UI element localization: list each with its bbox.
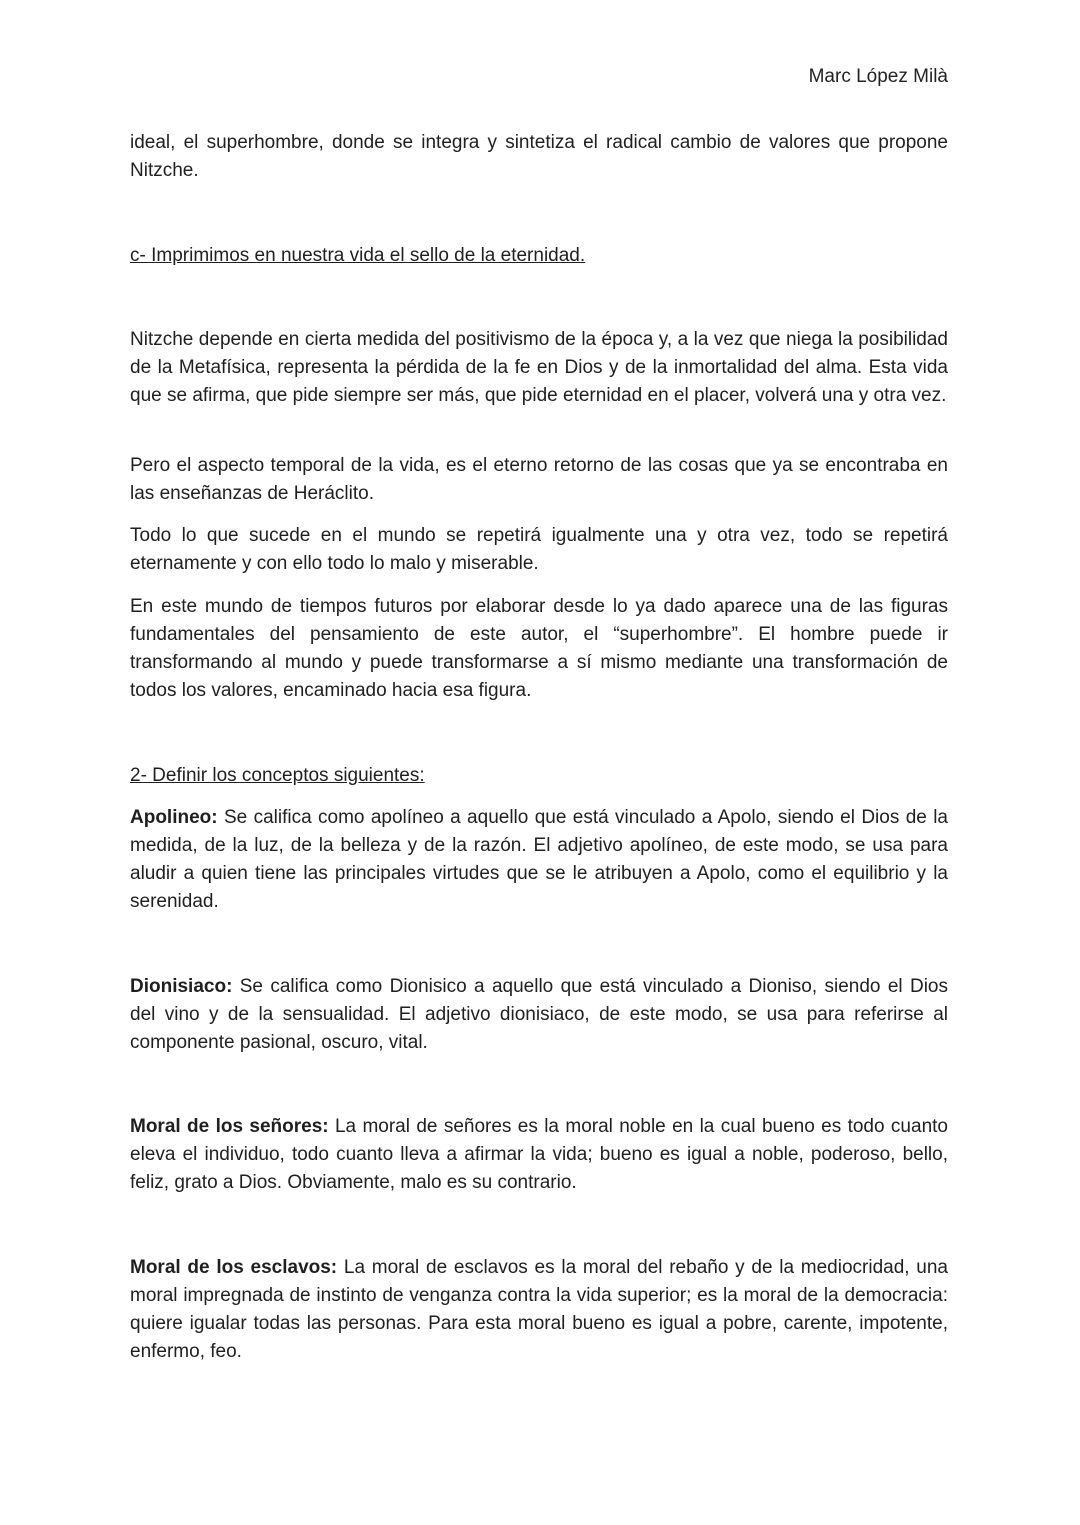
section-c-paragraph-4: En este mundo de tiempos futuros por elaborar desde lo ya dado aparece una de las figuras fundamentales del pensamiento de este autor, el “superhombre”. El hombre puede ir transformando al mundo y puede transformarse a sí mismo mediante una transformación de todos los valores, encaminado hacia esa figura. [130, 596, 948, 701]
concept-term: Moral de los esclavos: [130, 1257, 338, 1278]
concept-dionisiaco [130, 973, 948, 1057]
concept-moral-esclavos [130, 1254, 948, 1366]
section-c-paragraph-2: Pero el aspecto temporal de la vida, es el eterno retorno de las cosas que ya se encontraba en las enseñanzas de Heráclito. [130, 455, 948, 504]
intro-paragraph: ideal, el superhombre, donde se integra y sintetiza el radical cambio de valores que propone Nitzche. [130, 132, 948, 181]
concept-definition: La moral de señores es la moral noble en la cual bueno es todo cuanto eleva el individuo, todo cuanto lleva a afirmar la vida; bueno es igual a noble, poderoso, bello, feliz, grato a Dios. Obviamente, malo es su contrario. [130, 1116, 948, 1193]
section-2-heading: 2- Definir los conceptos siguientes: [130, 765, 425, 786]
author-name: Marc López Milà [808, 66, 948, 87]
concept-moral-senores [130, 1113, 948, 1197]
section-c-paragraph-1: Nitzche depende en cierta medida del positivismo de la época y, a la vez que niega la posibilidad de la Metafísica, representa la pérdida de la fe en Dios y de la inmortalidad del alma. Esta vida que se afirma, que pide siempre ser más, que pide eternidad en el placer, volverá una y otra vez. [130, 329, 948, 406]
concept-term: Dionisiaco: [130, 976, 233, 997]
section-c-paragraph-3: Todo lo que sucede en el mundo se repetirá igualmente una y otra vez, todo se repetirá eternamente y con ello todo lo malo y miserable. [130, 525, 948, 574]
document-page [130, 0, 948, 1525]
concept-definition: Se califica como apolíneo a aquello que está vinculado a Apolo, siendo el Dios de la medida, de la luz, de la belleza y de la razón. El adjetivo apolíneo, de este modo, se usa para aludir a quien tiene las principales virtudes que se le atribuyen a Apolo, como el equilibrio y la serenidad. [130, 807, 948, 912]
concept-definition: La moral de esclavos es la moral del rebaño y de la mediocridad, una moral impregnada de instinto de venganza contra la vida superior; es la moral de la democracia: quiere igualar todas las personas. Para esta moral bueno es igual a pobre, carente, impotente, enfermo, feo. [130, 1257, 948, 1362]
concept-definition: Se califica como Dionisico a aquello que está vinculado a Dioniso, siendo el Dios del vino y de la sensualidad. El adjetivo dionisiaco, de este modo, se usa para referirse al componente pasional, oscuro, vital. [130, 976, 948, 1053]
concept-term: Apolineo: [130, 807, 218, 828]
concept-term: Moral de los señores: [130, 1116, 329, 1137]
concept-apolineo [130, 804, 948, 916]
section-c-heading: c- Imprimimos en nuestra vida el sello de la eternidad. [130, 245, 586, 266]
